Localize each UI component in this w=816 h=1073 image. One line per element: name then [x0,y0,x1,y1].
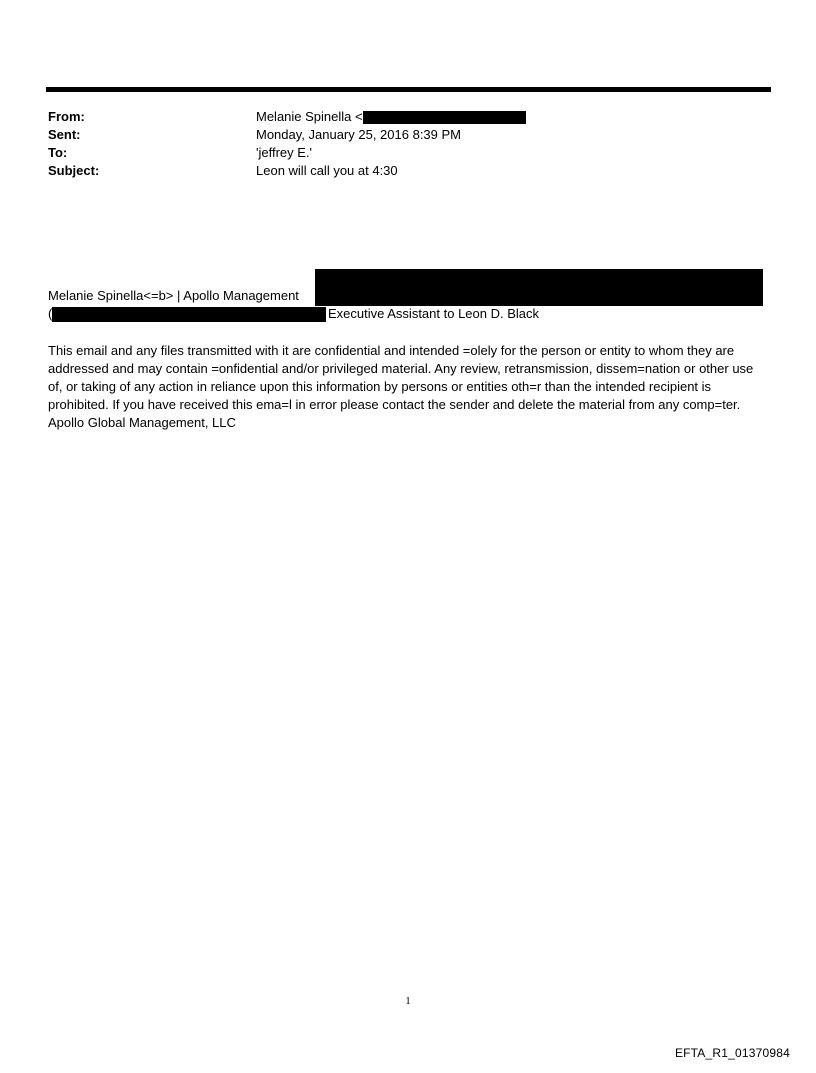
signature-paren: ( [48,306,53,321]
signature-title: Executive Assistant to Leon D. Black [328,306,539,321]
sender-name: Melanie Spinella < [256,109,363,124]
subject-row [48,162,748,180]
sent-label: Sent: [48,127,81,142]
document-id: EFTA_R1_01370984 [674,1046,790,1060]
from-label: From: [48,109,85,124]
subject-label: Subject: [48,163,100,178]
confidentiality-disclaimer: This email and any files transmitted with it are confidential and intended =olely for the person or entity to whom they are addressed and may contain =onfidential and/or privileged material. Any review, retransmission, dissem=nation or other use of, or taking of any action in reliance upon this information by persons or entities oth=r than the intended recipient is prohibited. If you have received this ema=l in error please contact the sender and delete the material from any comp=ter. Apollo Global Management, LLC [48,343,754,430]
from-row [48,108,748,126]
signature-title-line [48,306,539,322]
redaction-box [315,269,763,306]
header-divider [46,87,771,92]
redaction-box [52,307,326,322]
redaction-box [363,111,526,124]
to-label: To: [48,145,68,160]
subject-value: Leon will call you at 4:30 [256,163,398,178]
sent-value: Monday, January 25, 2016 8:39 PM [256,127,461,142]
to-value: 'jeffrey E.' [256,145,313,160]
page-number: 1 [405,995,411,1007]
signature-name-line: Melanie Spinella<=b> | Apollo Management [48,288,299,303]
from-value [256,108,748,126]
sent-row [48,126,748,144]
email-header [48,108,748,180]
to-row [48,144,748,162]
